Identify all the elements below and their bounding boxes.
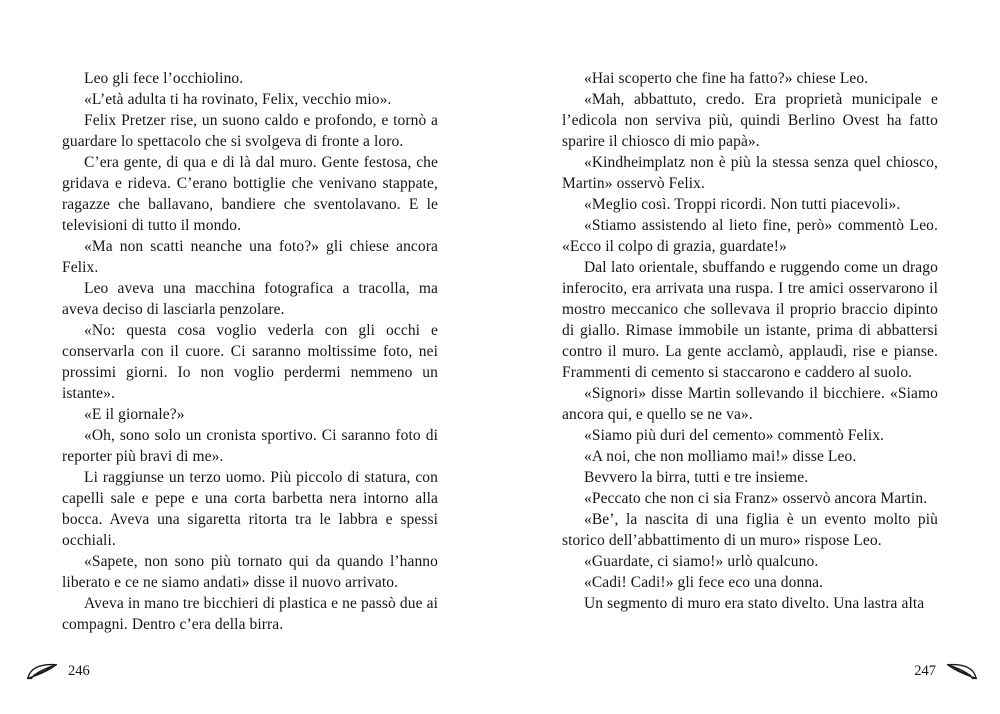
left-page-number: 246 — [68, 662, 90, 679]
paragraph: «E il giornale?» — [84, 406, 185, 423]
left-page-footer — [26, 662, 90, 680]
paragraph: «Signori» disse Martin sollevando il bicchiere. «Siamo ancora qui, e quello se ne va». — [562, 385, 938, 423]
paragraph: Li raggiunse un terzo uomo. Più piccolo di statura, con capelli sale e pepe e una corta barbetta nera intorno alla bocca. Aveva una sigaretta ritorta tra le labbra e spessi occhiali. — [62, 469, 438, 549]
right-page-text — [562, 68, 938, 614]
paragraph: Un segmento di muro era stato divelto. Una lastra alta — [584, 595, 925, 612]
paragraph: «Guardate, ci siamo!» urlò qualcuno. — [584, 553, 819, 570]
paragraph: «No: questa cosa voglio vederla con gli occhi e conservarla con il cuore. Ci saranno moltissime foto, nei prossimi giorni. Io non voglio perdermi nemmeno un istante». — [62, 322, 438, 402]
paragraph: Leo gli fece l’occhiolino. — [84, 70, 244, 87]
paragraph: C’era gente, di qua e di là dal muro. Gente festosa, che gridava e rideva. C’erano bottiglie che venivano stappate, ragazze che ballavano, bandiere che sventolavano. E le televisioni di tutto il mondo. — [62, 154, 438, 234]
paragraph: «Cadi! Cadi!» gli fece eco una donna. — [584, 574, 824, 591]
paragraph: «Ma non scatti neanche una foto?» gli chiese ancora Felix. — [62, 238, 438, 276]
paragraph: «Peccato che non ci sia Franz» osservò ancora Martin. — [584, 490, 928, 507]
left-page-text — [62, 68, 438, 635]
paragraph: Felix Pretzer rise, un suono caldo e profondo, e tornò a guardare lo spettacolo che si svolgeva di fronte a loro. — [62, 112, 438, 150]
paragraph: Leo aveva una macchina fotografica a tracolla, ma aveva deciso di lasciarla penzolare. — [62, 280, 438, 318]
paragraph: «Be’, la nascita di una figlia è un evento molto più storico dell’abbattimento di un muro» rispose Leo. — [562, 511, 938, 549]
paragraph: «Mah, abbattuto, credo. Era proprietà municipale e l’edicola non serviva più, quindi Berlino Ovest ha fatto sparire il chiosco di mio papà». — [562, 91, 938, 150]
paragraph: «Hai scoperto che fine ha fatto?» chiese Leo. — [584, 70, 869, 87]
right-page-footer — [914, 662, 978, 680]
paragraph: «Kindheimplatz non è più la stessa senza quel chiosco, Martin» osservò Felix. — [562, 154, 938, 192]
paragraph: Bevvero la birra, tutti e tre insieme. — [584, 469, 809, 486]
paragraph: «Siamo più duri del cemento» commentò Felix. — [584, 427, 885, 444]
paragraph: «L’età adulta ti ha rovinato, Felix, vecchio mio». — [84, 91, 392, 108]
paragraph: «Stiamo assistendo al lieto fine, però» commentò Leo. «Ecco il colpo di grazia, guardate!» — [562, 217, 938, 255]
paragraph: «A noi, che non molliamo mai!» disse Leo. — [584, 448, 857, 465]
paragraph: «Sapete, non sono più tornato qui da quando l’hanno liberato e ce ne siamo andati» disse il nuovo arrivato. — [62, 553, 438, 591]
paragraph: Aveva in mano tre bicchieri di plastica e ne passò due ai compagni. Dentro c’era della birra. — [62, 595, 438, 633]
right-page — [500, 0, 1000, 714]
quill-leaf-ornament-icon — [946, 662, 978, 680]
right-page-number: 247 — [914, 662, 936, 679]
paragraph: «Meglio così. Troppi ricordi. Non tutti piacevoli». — [584, 196, 901, 213]
quill-leaf-ornament-icon — [26, 662, 58, 680]
paragraph: «Oh, sono solo un cronista sportivo. Ci saranno foto di reporter più bravi di me». — [62, 427, 438, 465]
paragraph: Dal lato orientale, sbuffando e ruggendo come un drago inferocito, era arrivata una ruspa. I tre amici osservarono il mostro meccanico che sollevava il proprio braccio dipinto di giallo. Rimase immobile un istante, prima di abbattersi contro il muro. La gente acclamò, applaudì, rise e pianse. Frammenti di cemento si staccarono e caddero al suolo. — [562, 259, 938, 381]
